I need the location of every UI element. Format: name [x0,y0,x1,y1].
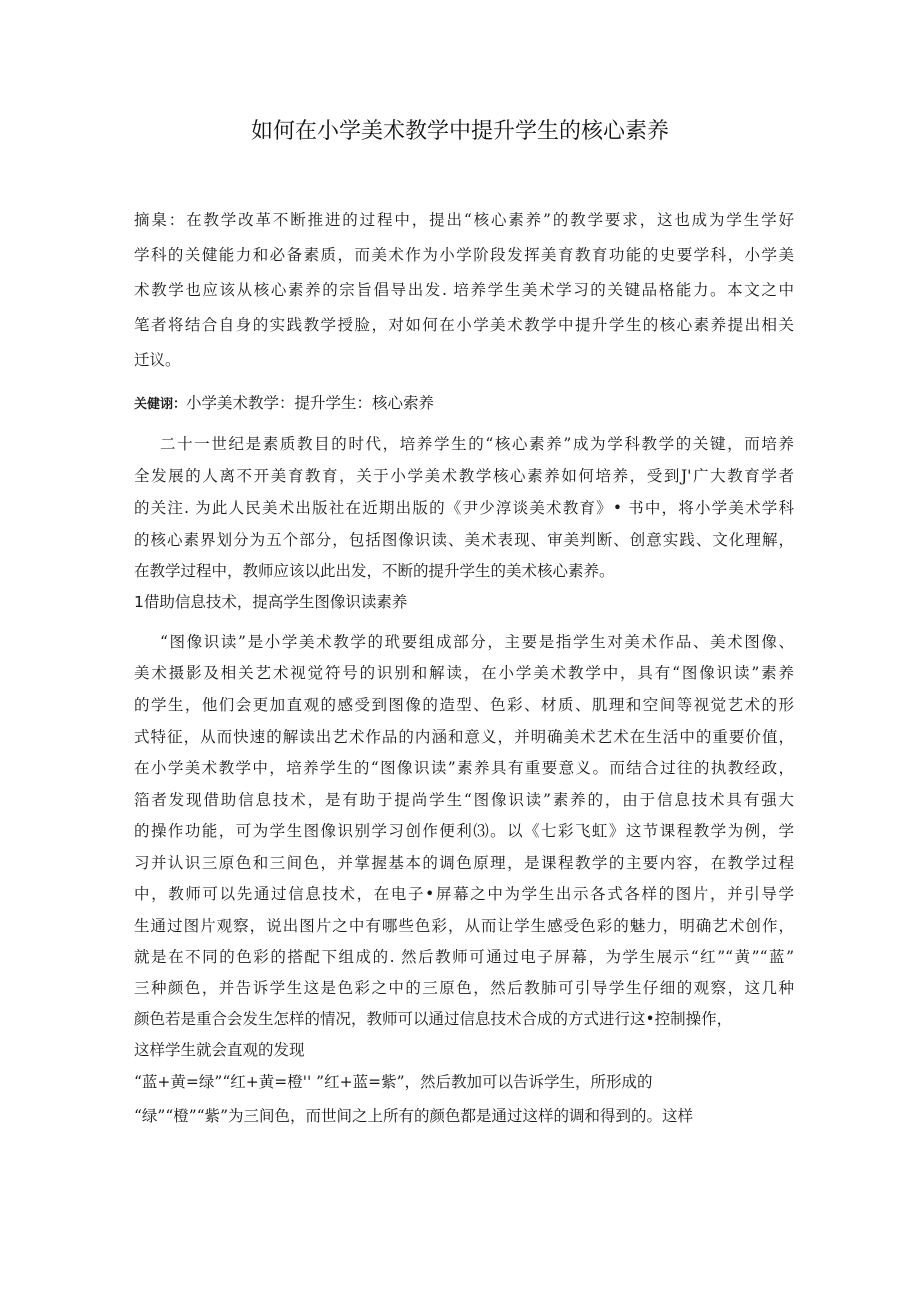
keywords-line [134,393,434,415]
section-line: 这样学生就会直观的发现 [134,1041,305,1059]
section-line: 生通过图片观察，说出图片之中有哪些色彩，从而让学生感受色彩的魅力，明确艺术创作， [134,917,794,935]
keywords-text: 小学美术教学：提升学生：核心索养 [186,394,435,412]
section-heading: 1借助信息技术，提高学生图像识读素养 [134,593,408,611]
abstract-text: 在教学改革不断推进的过程中，提出“核心素养”的教学要求，这也成为学生学好 [186,211,794,229]
intro-line: 全发展的人离不开美育教育，关于小学美术教学核心素养如何培养，受到J'广大教育学者 [134,467,794,485]
document-title: 如何在小学美术教学中提升学生的核心素养 [250,119,669,144]
section-line: “绿”“橙”“紫”为三间色，而世间之上所有的颜色都是通过这样的调和得到的。这样 [134,1107,694,1125]
section-line: 习并认识三原色和三间色，并掌握基本的调色原理，是课程教学的主要内容，在教学过程 [134,854,794,872]
intro-line: 在教学过程中，教师应该以此出发，不断的提升学生的美术核心素养。 [134,562,615,580]
intro-line: 二十一世纪是素质教目的时代，培养学生的“核心素养”成为学科教学的关键，而培养 [160,435,794,453]
abstract-line: 迁议。 [134,351,181,369]
abstract-line: 笔者将结合自身的实践教学授脸，对如何在小学美术教学中提升学生的核心素养提出相关 [134,316,794,334]
section-line: 的操作功能，可为学生图像识别学习创作便利⑶。以《七彩飞虹》这节课程教学为例，学 [134,822,794,840]
section-line: 就是在不同的色彩的搭配下组成的. 然后教师可通过电子屏幕，为学生展示“红”“黄”“蓝” [134,948,794,966]
section-line: 美术摄影及相关艺术视觉符号的识别和解读，在小学美术教学中，具有“图像识读”素养 [134,664,794,682]
keywords-label: 关健诩： [134,397,187,412]
section-line: 三种颜色，并告诉学生这是色彩之中的三原色，然后教肺可引导学生仔细的观察，这几种 [134,979,794,997]
section-line: “蓝+黄=绿”“红+黄=橙'' ”红+蓝=紫”，然后教加可以告诉学生，所形成的 [134,1073,653,1091]
section-line: 箔者发现借助信息技术，是有助于提尚学生“图像识读”素养的，由于信息技术具有强大 [134,791,794,809]
intro-line: 的核心素界划分为五个部分，包括图像识读、美术表现、审美判断、创意实践、文化理解， [134,531,794,549]
abstract-label: 摘臬： [134,211,187,229]
abstract-line [134,210,794,230]
section-line: 在小学美术教学中，培养学生的“图像识读”素养具有重要意义。而结合过往的执教经政， [134,759,794,777]
section-line: 式特征，从而快速的解读出艺术作品的内涵和意义，并明确美术艺术在生活中的重要价值， [134,728,794,746]
section-line: 中，教师可以先通过信息技术，在电子•屏幕之中为学生出示各式各样的图片，并引导学 [134,885,794,903]
section-line: 的学生，他们会更加直观的感受到图像的造型、色彩、材质、肌理和空间等视觉艺术的形 [134,696,794,714]
section-line: 颜色若是重合会发生怎样的情况，教师可以通过信息技术合成的方式进行这•控制操作， [134,1010,733,1028]
section-line: “图像识读”是小学美术教学的玳要组成部分，主要是指学生对美术作品、美术图像、 [160,633,794,651]
intro-line: 的关注. 为此人民美术出版社在近期出版的《尹少淳谈美术教育》• 书中，将小学美术学科 [134,499,794,517]
abstract-line: 术教学也应该从核心素养的宗旨倡导出发. 培养学生美术学习的关键品格能力。本文之中 [134,281,794,299]
abstract-line: 学科的关健能力和必备素质，而美术作为小学阶段发挥美育教育功能的史要学科，小学美 [134,246,794,264]
